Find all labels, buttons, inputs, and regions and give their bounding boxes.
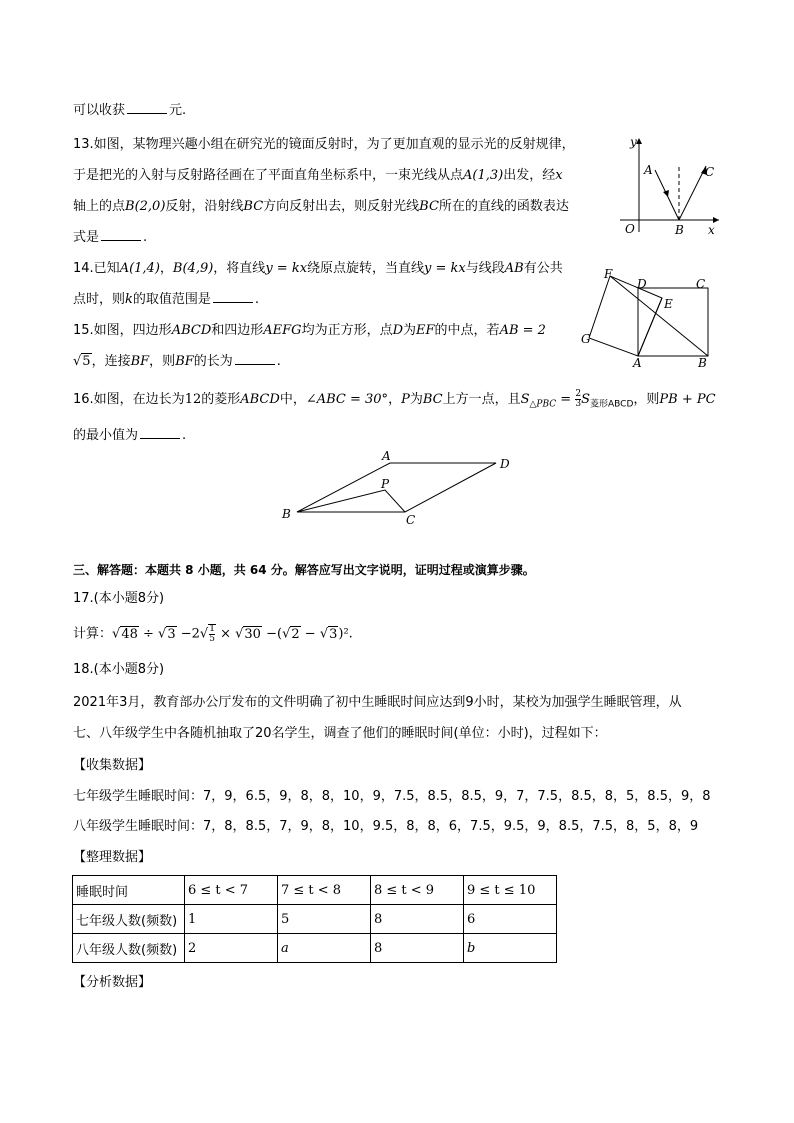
- table-row: [73, 905, 557, 934]
- grade8-data: 八年级学生睡眠时间：7，8，8.5，7，9，8，10，9.5，8，8，6，7.5，9.5，9，8.5，7.5，8，5，8，9: [73, 819, 699, 834]
- label-c: C: [705, 165, 715, 179]
- answer-blank: [127, 101, 167, 114]
- label-d: D: [500, 457, 510, 471]
- y-axis-arrow: [636, 138, 642, 144]
- square-abcd: [638, 288, 708, 356]
- q16-line2: 的最小值为 .: [73, 428, 187, 443]
- label-g: G: [581, 332, 591, 346]
- label-x: x: [708, 223, 715, 237]
- q13-line3: 轴上的点B(2,0)反射，沿射线BC方向反射出去，则反射光线BC所在的直线的函数表达: [73, 199, 569, 214]
- label-b: B: [698, 356, 707, 370]
- fraction-one-fifth: $\frac{1}{5}$: [209, 624, 215, 644]
- q14-line2: 点时，则k的取值范围是 .: [73, 292, 260, 307]
- organize-data-heading: 【整理数据】: [73, 850, 152, 865]
- reflected-ray: [679, 166, 706, 220]
- table-cell: 8: [371, 934, 464, 963]
- table-cell: 5: [278, 905, 371, 934]
- q17-heading: 17.(本小题8分): [73, 591, 165, 606]
- table-header-cell: 9 ≤ t ≤ 10: [464, 876, 557, 905]
- q13-line4: 式是 .: [73, 230, 148, 245]
- q18-heading: 18.(本小题8分): [73, 662, 165, 677]
- q13-line2: 于是把光的入射与反射路径画在了平面直角坐标系中，一束光线从点A(1,3)出发，经x: [73, 168, 563, 183]
- answer-blank: [101, 228, 141, 241]
- label-a: A: [633, 356, 642, 370]
- table-header-cell: 睡眠时间: [73, 876, 185, 905]
- q18-paragraph-1: 2021年3月，教育部办公厅发布的文件明确了初中生睡眠时间应达到9小时，某校为加强学生睡眠管理，从: [73, 695, 682, 710]
- label-b: B: [282, 507, 291, 521]
- table-cell: a: [278, 934, 371, 963]
- label-e: E: [664, 297, 673, 311]
- table-header-row: [73, 876, 557, 905]
- frequency-table: [72, 875, 557, 963]
- label-p: P: [381, 477, 390, 491]
- q17-expression: 计算：√48 ÷ √3 −2√ $\frac{1}{5}$ × √30 −(√2 − √3)².: [73, 624, 353, 644]
- table-cell: 6: [464, 905, 557, 934]
- section-3-heading: 三、解答题：本题共 8 小题，共 64 分。解答应写出文字说明，证明过程或演算步骤。: [73, 563, 535, 577]
- q15-line2: √5，连接BF，则BF的长为 .: [73, 354, 281, 369]
- q15-line1: 15.如图，四边形ABCD和四边形AEFG均为正方形，点D为EF的中点，若AB = 2: [73, 323, 546, 338]
- label-f: F: [604, 267, 613, 281]
- table-row: [73, 934, 557, 963]
- label-d: D: [637, 277, 647, 291]
- grade7-data: 七年级学生睡眠时间：7，9，6.5，9，8，8，10，9，7.5，8.5，8.5，9，7，7.5，8.5，8，5，8.5，9，8: [73, 789, 711, 804]
- table-cell: 8: [371, 905, 464, 934]
- q16-figure: [278, 446, 518, 528]
- table-cell: 2: [185, 934, 278, 963]
- answer-blank: [235, 352, 275, 365]
- q13-line1: 13.如图，某物理兴趣小组在研究光的镜面反射时，为了更加直观的显示光的反射规律，: [73, 137, 575, 152]
- q15-figure: [575, 266, 715, 371]
- label-a: A: [644, 163, 653, 177]
- q13-figure: [612, 132, 722, 237]
- fraction-two-thirds: $\frac{2}{3}$: [575, 389, 582, 409]
- table-cell: 1: [185, 905, 278, 934]
- label-c: C: [406, 513, 416, 527]
- label-c: C: [696, 277, 706, 291]
- table-header-cell: 6 ≤ t < 7: [185, 876, 278, 905]
- label-a: A: [382, 449, 391, 463]
- segments-bpc: [297, 490, 405, 512]
- table-header-cell: 7 ≤ t < 8: [278, 876, 371, 905]
- answer-blank: [213, 290, 253, 303]
- table-cell: 八年级人数(频数): [73, 934, 185, 963]
- table-cell: b: [464, 934, 557, 963]
- answer-blank: [140, 426, 180, 439]
- label-b: B: [675, 223, 684, 237]
- label-y: y: [630, 135, 637, 149]
- analyze-data-heading: 【分析数据】: [73, 975, 152, 990]
- q14-line1: 14.已知A(1,4)，B(4,9)，将直线y = kx绕原点旋转，当直线y = kx与线段AB有公共: [73, 261, 563, 276]
- sqrt-sign: √: [73, 354, 82, 369]
- collect-data-heading: 【收集数据】: [73, 758, 152, 773]
- segment-ae: [638, 298, 662, 356]
- q18-paragraph-2: 七、八年级学生中各随机抽取了20名学生，调查了他们的睡眠时间(单位：小时)，过程如下：: [73, 726, 607, 741]
- table-header-cell: 8 ≤ t < 9: [371, 876, 464, 905]
- table-cell: 七年级人数(频数): [73, 905, 185, 934]
- line-top: 可以收获 元.: [73, 103, 187, 118]
- incident-arrow: [663, 190, 669, 197]
- q16-line1: 16.如图，在边长为12的菱形ABCD中，∠ABC = 30°，P为BC上方一点，且$S_{\triangle PBC}$ = $\frac{2}{3}$ $S_{菱形ABCD}$，则PB + PC: [73, 389, 716, 410]
- label-o: O: [625, 222, 635, 236]
